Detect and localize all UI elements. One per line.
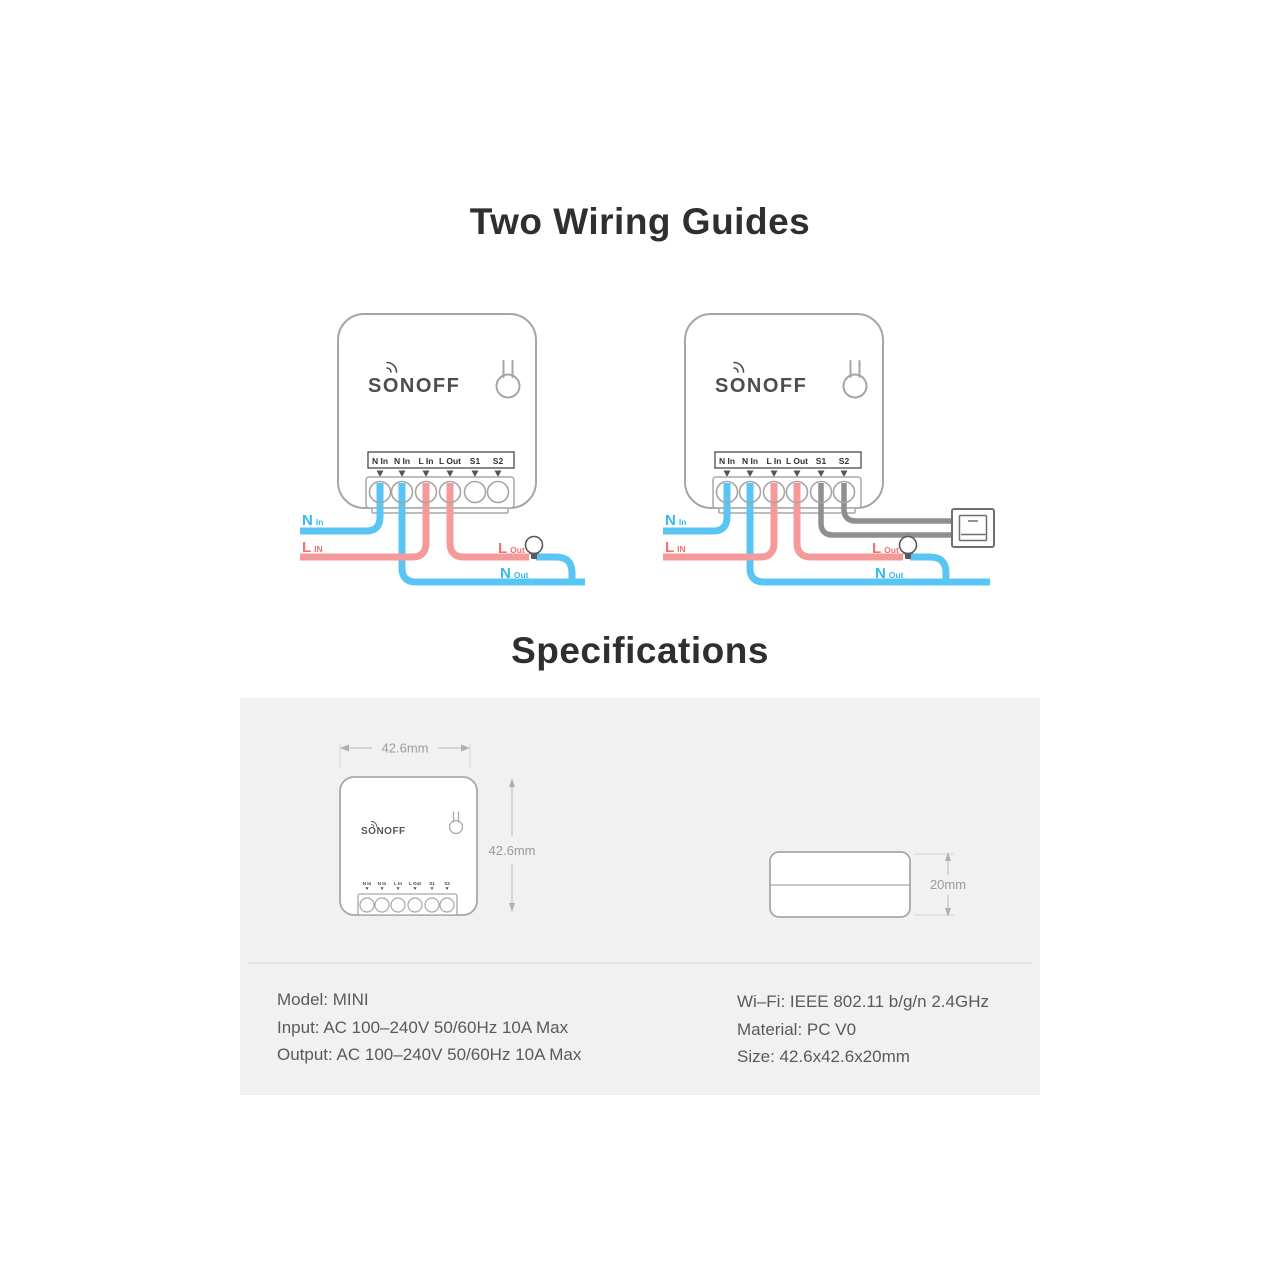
terminal-label: L Out: [409, 881, 421, 886]
terminal-strip-lip: [719, 508, 855, 513]
wiring-diagrams: [0, 290, 1280, 640]
brand-logo: SONOFF: [368, 375, 461, 397]
terminal-label: S1: [815, 456, 827, 466]
terminal-label: N In: [371, 456, 389, 466]
spec-line-input: Input: AC 100–240V 50/60Hz 10A Max: [277, 1017, 569, 1037]
wire-n-out-bulb-branch: [536, 557, 572, 579]
wire-label-n-in: N In: [302, 512, 324, 529]
spec-line-size: Size: 42.6x42.6x20mm: [737, 1047, 910, 1066]
wiring-diagram-basic: [300, 314, 585, 582]
terminal-label: S2: [444, 881, 450, 886]
wall-switch-icon: [952, 509, 994, 547]
spec-list-left: [277, 986, 581, 1069]
brand-logo: SONOFF: [361, 826, 406, 837]
wire-label-l-out: L Out: [872, 540, 899, 557]
specifications-panel: [240, 698, 1040, 1095]
spec-line-material: Material: PC V0: [737, 1019, 857, 1039]
spec-side-view: [770, 852, 966, 917]
brand-logo: SONOFF: [715, 375, 808, 397]
bulb-glass: [526, 537, 543, 554]
spec-line-output: Output: AC 100–240V 50/60Hz 10A Max: [277, 1045, 582, 1064]
wire-label-n-in: N In: [665, 512, 687, 529]
bulb-glass: [900, 537, 917, 554]
terminal-label: L In: [393, 881, 403, 886]
specs-section-title: Specifications: [511, 630, 769, 671]
terminal-label: L In: [418, 456, 434, 466]
terminal-label: L In: [766, 456, 782, 466]
wire-label-n-out: N Out: [500, 565, 529, 582]
wire-label-l-in: LIN: [302, 539, 323, 556]
dim-width-label: 42.6mm: [381, 740, 429, 756]
spec-front-view: [340, 741, 535, 916]
dim-height-label: 42.6mm: [488, 843, 536, 858]
terminal-label: S1: [429, 881, 435, 886]
wiring-diagram-external-switch: [663, 314, 994, 582]
terminal-label: L Out: [785, 456, 809, 466]
terminal-label: S1: [469, 456, 481, 466]
terminal-label: N In: [741, 456, 759, 466]
terminal-label: N In: [718, 456, 736, 466]
terminal-label: L Out: [438, 456, 462, 466]
dim-depth-label: 20mm: [929, 877, 967, 892]
spec-line-wifi: Wi–Fi: IEEE 802.11 b/g/n 2.4GHz: [737, 992, 989, 1011]
switch-plate: [952, 509, 994, 547]
terminal-label: N In: [393, 456, 411, 466]
wire-label-l-in: LIN: [665, 539, 686, 556]
spec-list-right: [737, 988, 989, 1071]
wire-n-out-bulb-branch: [910, 557, 946, 579]
wiring-section-title: Two Wiring Guides: [469, 201, 811, 242]
wire-label-n-out: N Out: [875, 565, 904, 582]
spec-line-model: Model: MINI: [277, 990, 369, 1009]
terminal-label: N In: [377, 881, 387, 886]
terminal-label: N In: [362, 881, 372, 886]
terminal-label: S2: [492, 456, 504, 466]
wire-label-l-out: L Out: [498, 540, 525, 557]
terminal-strip-lip: [372, 508, 508, 513]
terminal-label: S2: [838, 456, 850, 466]
